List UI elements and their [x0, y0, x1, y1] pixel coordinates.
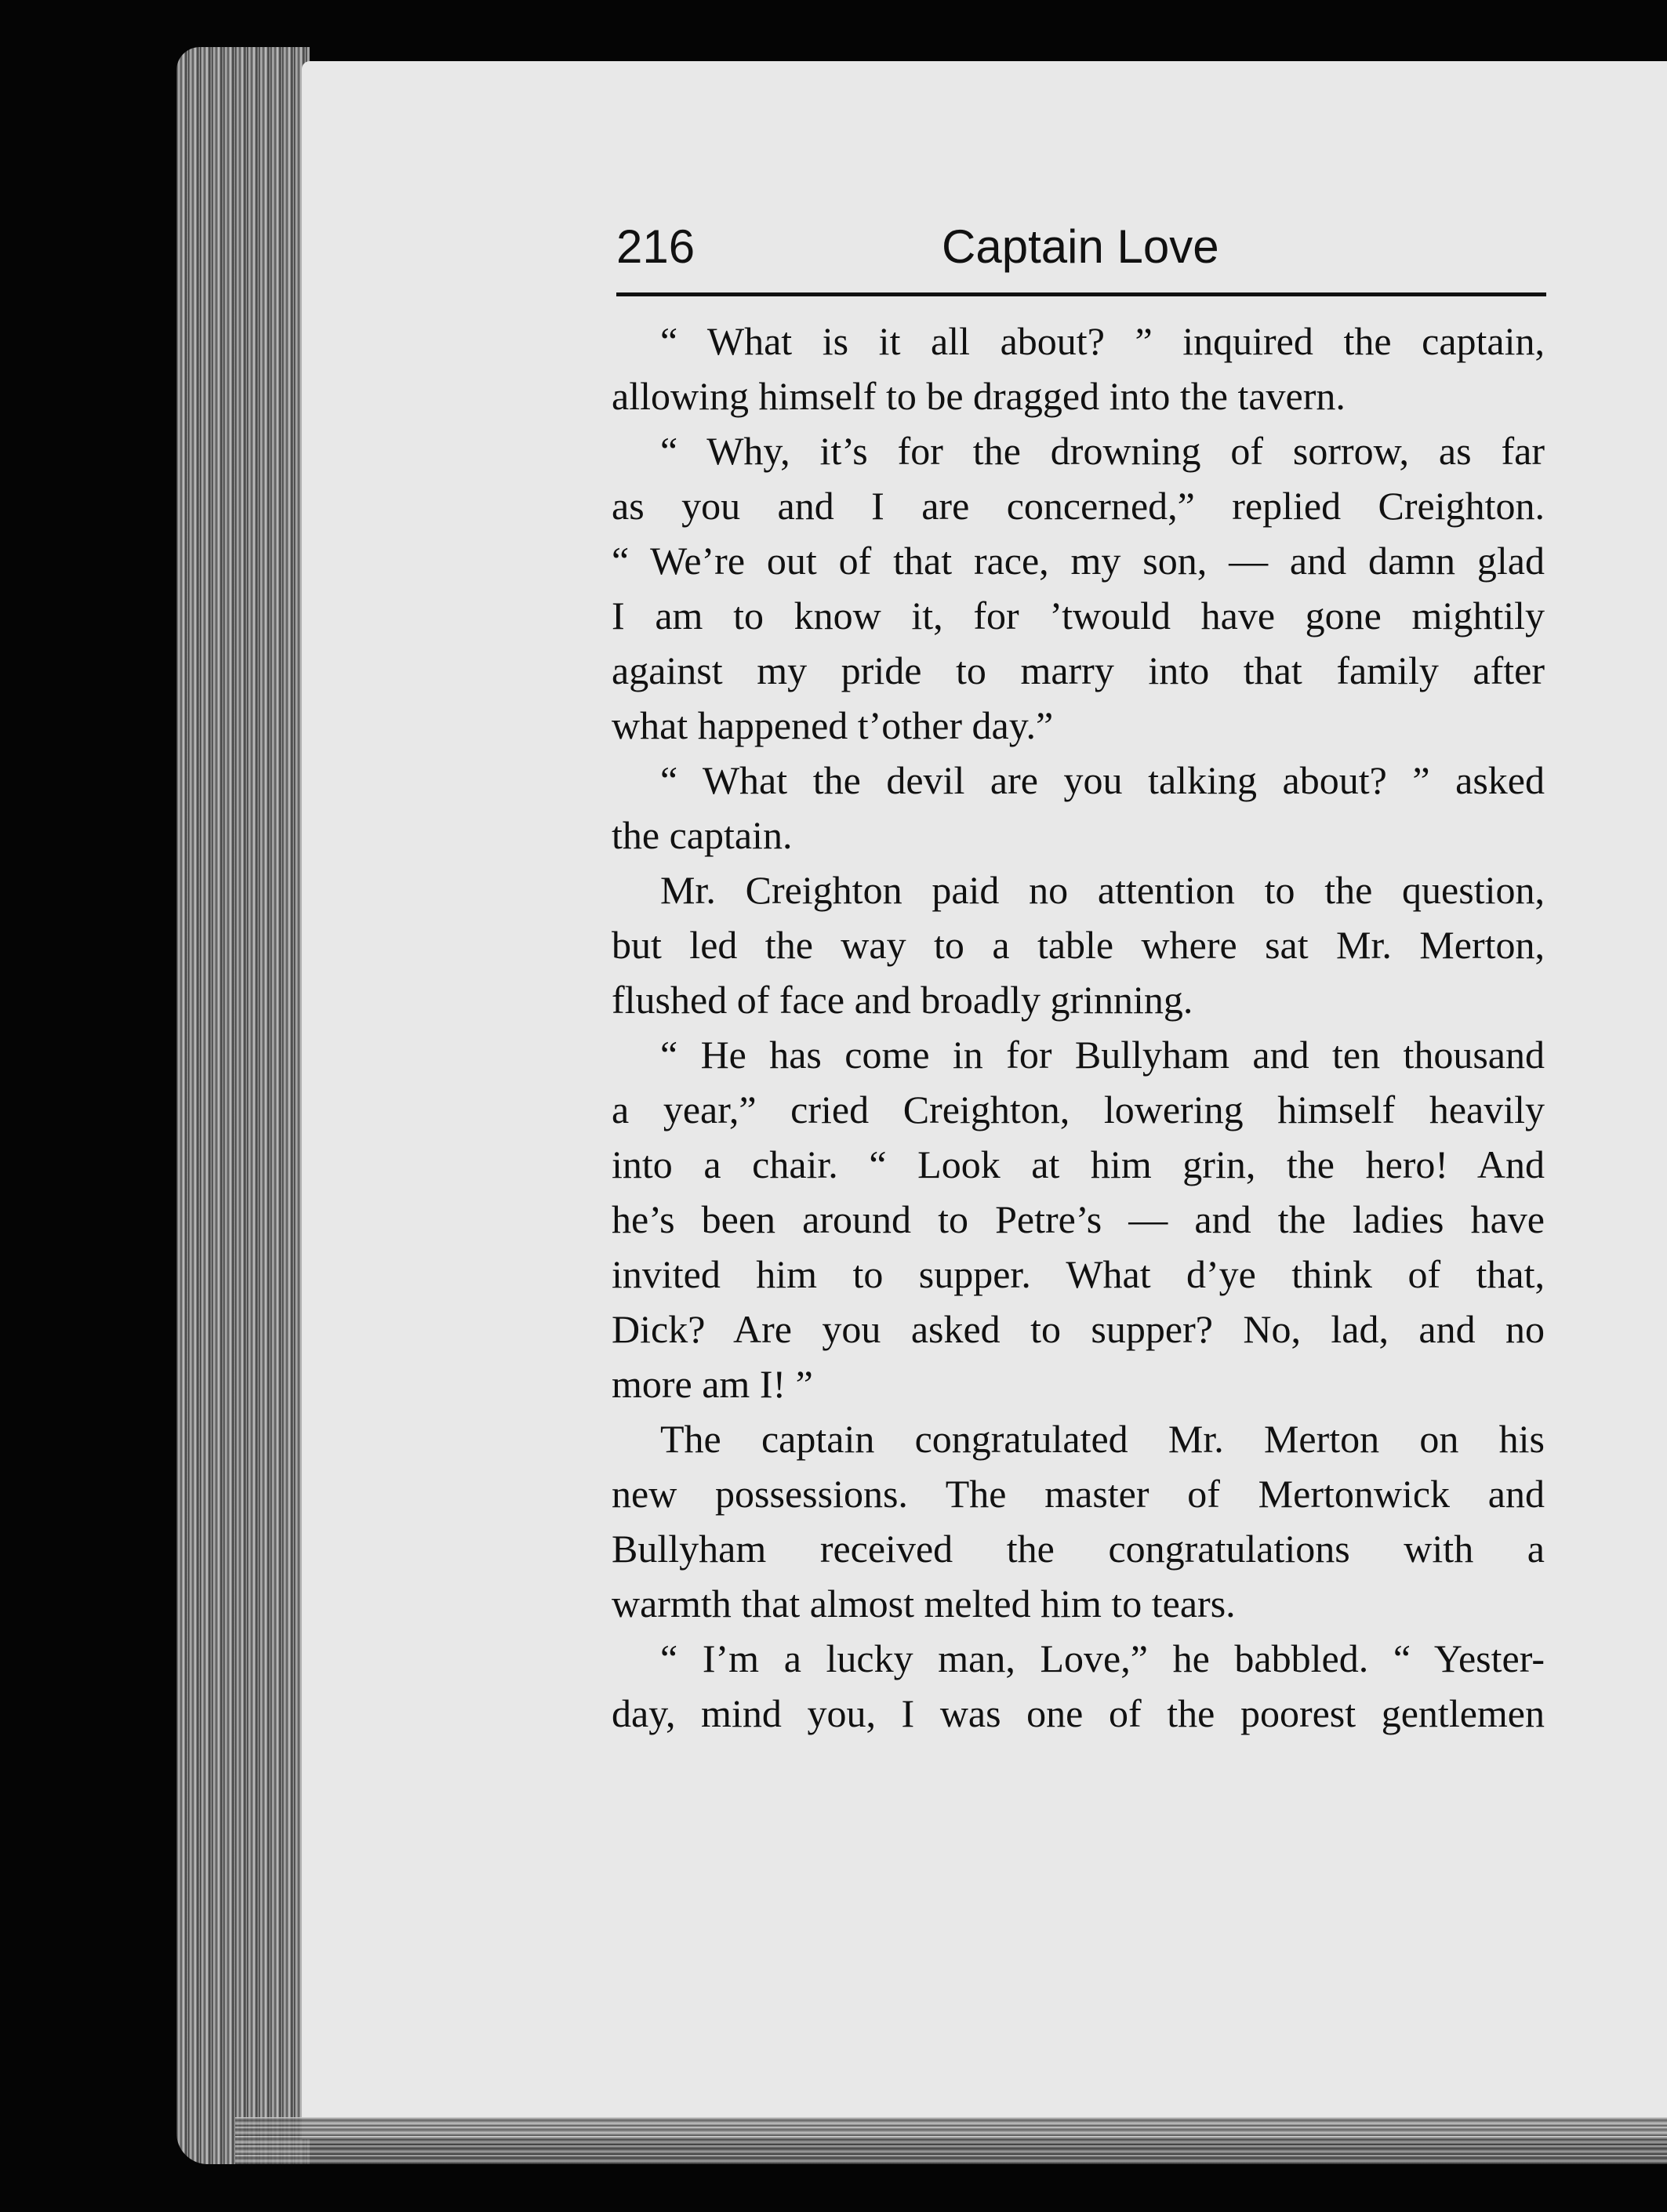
text-line: more am I! ”: [612, 1362, 813, 1406]
text-line: “ Why, it’s for the drowning of sorrow, as far: [660, 429, 1545, 473]
text-line: “ I’m a lucky man, Love,” he babbled. “ Yester-: [660, 1636, 1545, 1680]
text-line: the captain.: [612, 813, 793, 857]
text-line: into a chair. “ Look at him grin, the hero! And: [612, 1142, 1545, 1186]
running-title: Captain Love: [942, 220, 1219, 273]
text-line: what happened t’other day.”: [612, 703, 1054, 747]
text-line: Dick? Are you asked to supper? No, lad, and no: [612, 1307, 1545, 1351]
page-number: 216: [616, 220, 695, 273]
text-line: I am to know it, for ’twould have gone mightily: [612, 594, 1545, 637]
text-line: new possessions. The master of Mertonwick and: [612, 1472, 1545, 1516]
text-line: invited him to supper. What d’ye think of that,: [612, 1252, 1545, 1296]
text-line: flushed of face and broadly grinning.: [612, 978, 1193, 1022]
text-line: against my pride to marry into that family after: [612, 648, 1545, 692]
text-line: as you and I are concerned,” replied Creighton.: [612, 484, 1545, 528]
text-line: allowing himself to be dragged into the tavern.: [612, 374, 1346, 418]
page-edges-left: [176, 47, 310, 2164]
text-line: a year,” cried Creighton, lowering himself heavily: [612, 1088, 1545, 1131]
text-line: The captain congratulated Mr. Merton on his: [660, 1417, 1545, 1461]
running-header: [616, 220, 1546, 282]
text-line: “ What the devil are you talking about? ” asked: [660, 758, 1545, 802]
text-line: warmth that almost melted him to tears.: [612, 1582, 1236, 1625]
text-line: but led the way to a table where sat Mr. Merton,: [612, 923, 1545, 967]
page-edges-bottom: [235, 2117, 1667, 2164]
body-text: [612, 314, 1545, 1741]
header-rule: [616, 292, 1546, 296]
text-line: he’s been around to Petre’s — and the ladies have: [612, 1197, 1545, 1241]
text-line: Mr. Creighton paid no attention to the question,: [660, 868, 1545, 912]
text-line: “ He has come in for Bullyham and ten thousand: [660, 1033, 1545, 1077]
text-line: “ What is it all about? ” inquired the captain,: [660, 319, 1545, 363]
text-line: day, mind you, I was one of the poorest gentlemen: [612, 1691, 1545, 1735]
text-line: Bullyham received the congratulations with a: [612, 1527, 1545, 1571]
text-line: “ We’re out of that race, my son, — and damn glad: [612, 539, 1545, 583]
